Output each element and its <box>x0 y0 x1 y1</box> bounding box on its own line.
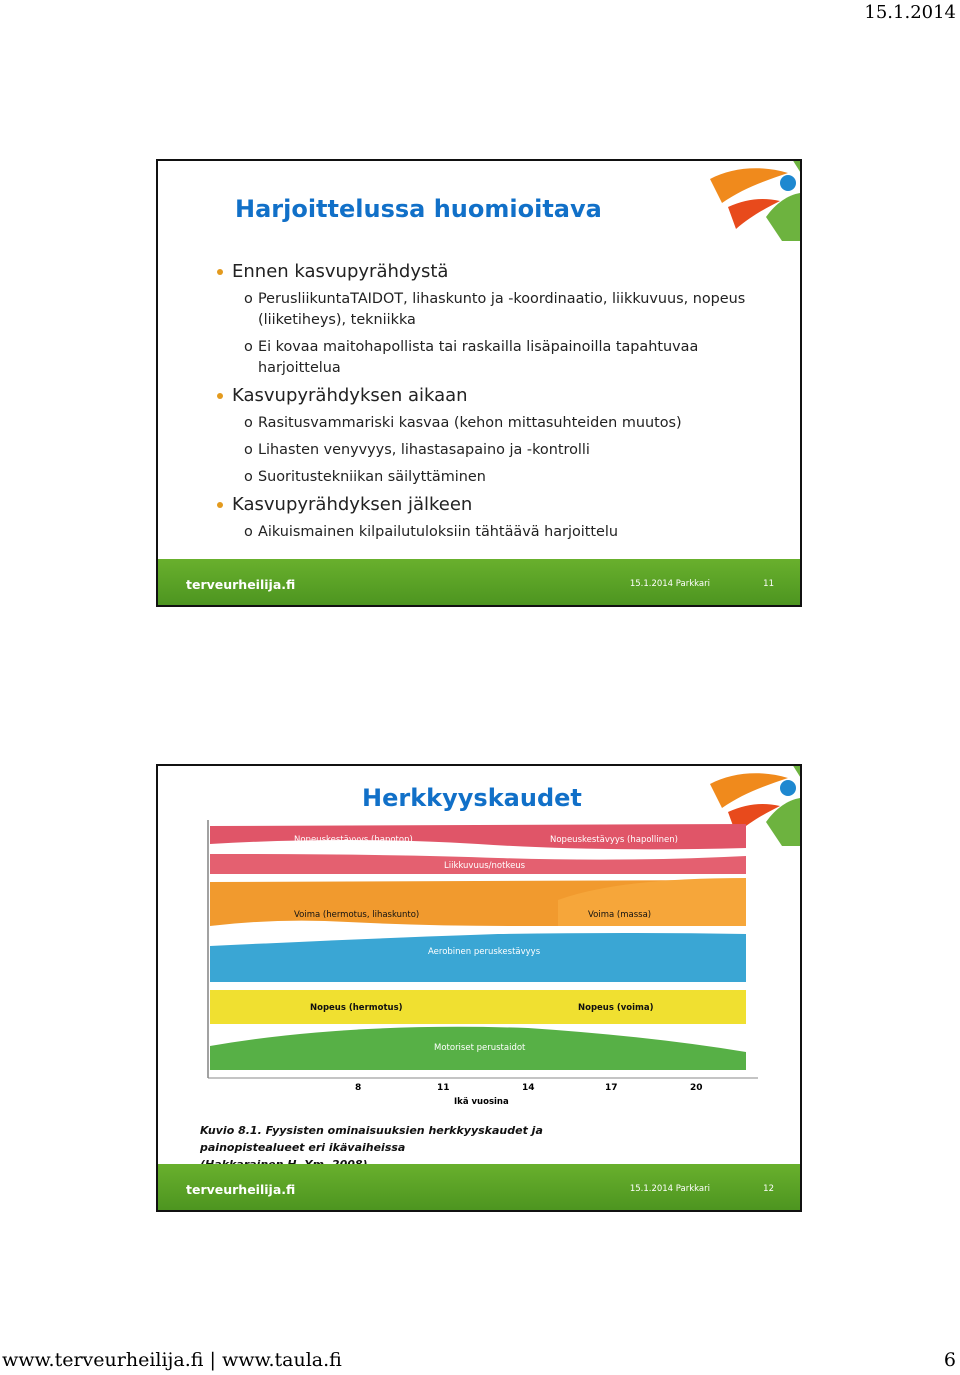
footer-slide-number: 12 <box>763 1184 774 1194</box>
sub-bullet: o Suoritustekniikan säilyttäminen <box>244 469 486 485</box>
page-number: 6 <box>943 1349 956 1371</box>
footer-site: terveurheilija.fi <box>186 577 296 592</box>
x-axis-label: Ikä vuosina <box>454 1097 509 1107</box>
footer-meta: 15.1.2014 Parkkari <box>629 1184 710 1194</box>
slide-footer <box>158 1164 800 1210</box>
band-label: Nopeus (hermotus) <box>310 1003 403 1013</box>
slide-12 <box>156 764 802 1212</box>
bullet-heading: Ennen kasvupyrähdystä <box>232 261 754 283</box>
band-label: Voima (massa) <box>588 910 652 920</box>
x-tick: 17 <box>605 1083 618 1093</box>
band-label: Nopeuskestävyys (hapollinen) <box>550 835 678 845</box>
footer-meta: 15.1.2014 Parkkari <box>629 579 710 589</box>
band-label: Voima (hermotus, lihaskunto) <box>294 910 420 920</box>
sensitivity-periods-chart <box>198 814 758 1114</box>
band-label: Nopeuskestävyys (hapoton) <box>294 835 413 845</box>
band-aerobic <box>210 933 746 982</box>
footer-slide-number: 11 <box>763 579 774 589</box>
sub-bullet: o Aikuismainen kilpailutuloksiin tähtäävä harjoittelu <box>244 524 619 540</box>
slide-title: Harjoittelussa huomioitava <box>235 195 602 223</box>
band-speed <box>210 990 746 1024</box>
sub-bullet: o Lihasten venyvyys, lihastasapaino ja -kontrolli <box>244 442 590 458</box>
sub-bullet: o Rasitusvammariski kasvaa (kehon mittasuhteiden muutos) <box>244 415 682 431</box>
bullet-heading: Kasvupyrähdyksen jälkeen <box>232 494 754 516</box>
terveurheilija-logo-icon <box>692 159 802 241</box>
x-tick: 20 <box>690 1083 703 1093</box>
band-label: Nopeus (voima) <box>578 1003 654 1013</box>
sub-bullet: o Ei kovaa maitohapollista tai raskailla lisäpainoilla tapahtuvaa harjoittelua <box>244 339 699 376</box>
sub-bullet: o PerusliikuntaTAIDOT, lihaskunto ja -koordinaatio, liikkuvuus, nopeus (liiketiheys), tekniikka <box>244 291 746 328</box>
x-tick: 8 <box>355 1083 362 1093</box>
bullet-heading: Kasvupyrähdyksen aikaan <box>232 385 754 407</box>
band-label: Motoriset perustaidot <box>434 1043 526 1053</box>
figure-caption: Kuvio 8.1. Fyysisten ominaisuuksien herkkyyskaudet ja painopistealueet eri ikävaiheissa <box>200 1124 543 1154</box>
slide-11 <box>156 159 802 607</box>
band-label: Liikkuvuus/notkeus <box>444 861 526 871</box>
bullet-list <box>214 261 754 549</box>
footer-site: terveurheilija.fi <box>186 1182 296 1197</box>
page-footer-links: www.terveurheilija.fi | www.taula.fi <box>2 1349 342 1371</box>
slide-footer <box>158 559 800 605</box>
page-date: 15.1.2014 <box>864 2 956 23</box>
band-label: Aerobinen peruskestävyys <box>428 947 541 957</box>
slide-title: Herkkyyskaudet <box>362 784 582 812</box>
x-tick: 14 <box>522 1083 535 1093</box>
x-tick: 11 <box>437 1083 450 1093</box>
